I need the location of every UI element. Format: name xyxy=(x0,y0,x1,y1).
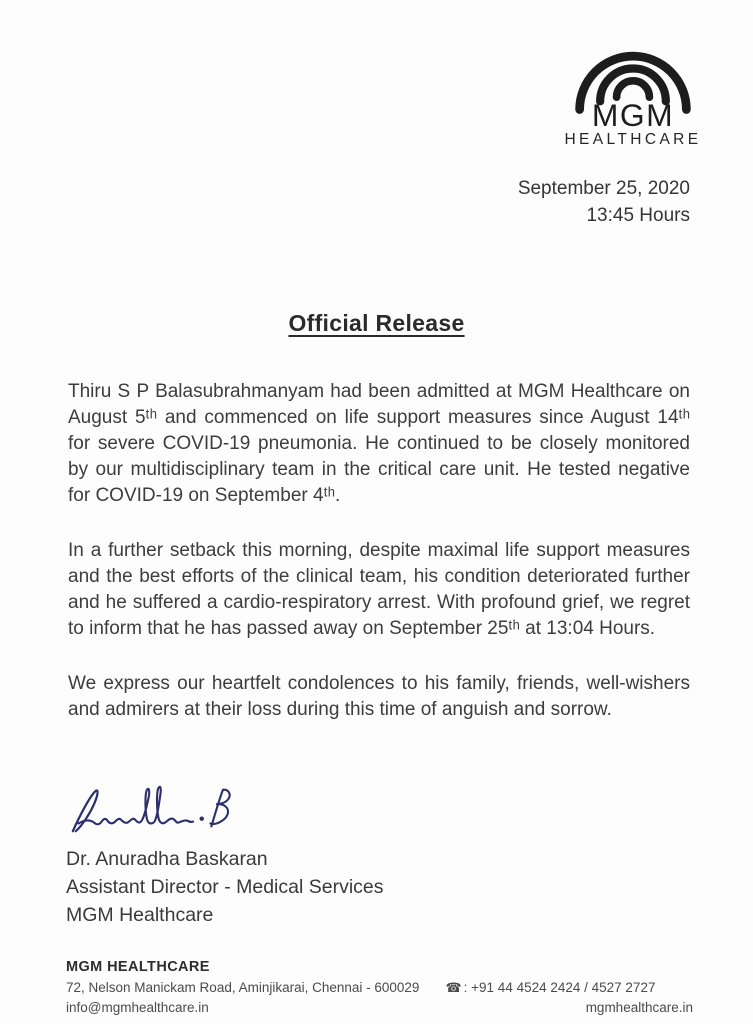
footer-address: 72, Nelson Manickam Road, Aminjikarai, Chennai - 600029 xyxy=(66,980,420,995)
dateline xyxy=(518,175,690,229)
letter-body xyxy=(68,379,690,752)
paragraph-admission: Thiru S P Balasubrahmanyam had been admitted at MGM Healthcare on August 5ᵗʰ and commenced on life support measures since August 14ᵗʰ for severe COVID-19 pneumonia. He continued to be closely monitored by our multidisciplinary team in the critical care unit. He tested negative for COVID-19 on September 4ᵗʰ. xyxy=(68,381,690,506)
signature-block xyxy=(66,783,384,929)
footer-org-name: MGM HEALTHCARE xyxy=(66,959,210,975)
footer-phone: : +91 44 4524 2424 / 4527 2727 xyxy=(463,980,656,995)
logo-wordmark: MGM xyxy=(591,96,675,128)
mgm-logo-arcs-icon xyxy=(571,50,695,128)
release-date: September 25, 2020 xyxy=(517,178,690,199)
signer-organization: MGM Healthcare xyxy=(66,904,214,926)
letterhead-footer xyxy=(66,959,693,1015)
signer-name: Dr. Anuradha Baskaran xyxy=(66,848,268,870)
paragraph-condolence: We express our heartfelt condolences to his family, friends, well-wishers and admirers at their loss during this time of anguish and sorrow. xyxy=(68,673,690,720)
mgm-healthcare-logo xyxy=(555,50,711,149)
logo-subtitle: HEALTHCARE xyxy=(564,131,702,148)
signer-designation: Assistant Director - Medical Services xyxy=(66,876,384,898)
paragraph-demise: In a further setback this morning, despite maximal life support measures and the best efforts of the clinical team, his condition deteriorated further and he suffered a cardio-respiratory arrest. With profound grief, we regret to inform that he has passed away on September 25ᵗʰ at 13:04 Hours. xyxy=(68,540,690,639)
phone-icon: ☎ xyxy=(445,980,462,995)
handwritten-signature-image xyxy=(68,783,246,839)
footer-email: info@mgmhealthcare.in xyxy=(66,1000,209,1015)
release-time: 13:45 Hours xyxy=(586,205,690,226)
footer-website: mgmhealthcare.in xyxy=(585,1000,693,1015)
page-title: Official Release xyxy=(288,310,465,336)
